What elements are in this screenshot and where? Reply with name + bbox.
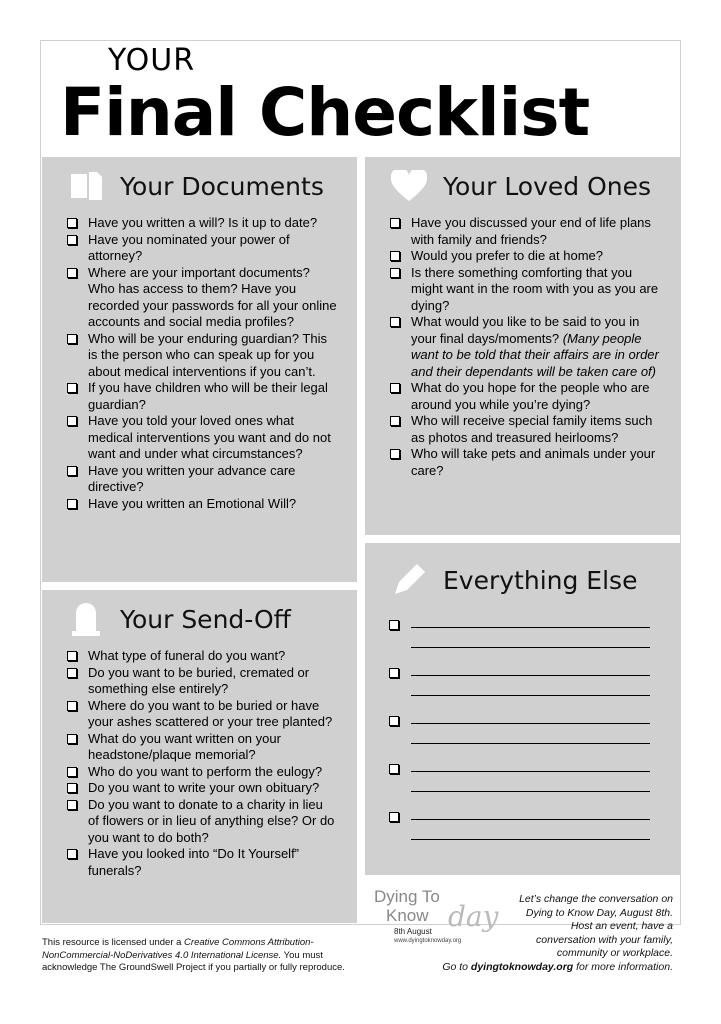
- blank-checklist-item[interactable]: [389, 807, 660, 855]
- checklist-item: [66, 380, 337, 413]
- checklist-item: [66, 648, 337, 665]
- cta-line: conversation with your family,: [536, 933, 673, 946]
- checkbox[interactable]: [390, 317, 400, 327]
- checkbox[interactable]: [67, 235, 77, 245]
- checkbox[interactable]: [67, 499, 77, 509]
- item-text: Do you want to be buried, cremated or something else entirely?: [88, 664, 310, 696]
- item-text: Is there something comforting that you might want in the room with you as you are dying?: [411, 264, 659, 313]
- checkbox[interactable]: [389, 668, 399, 678]
- item-text: Have you discussed your end of life plans with family and friends?: [411, 215, 651, 247]
- item-note: (Many people want to be told that their affairs are in order and their dependants will be taken care of): [411, 330, 659, 379]
- item-text: What do you hope for the people who are around you while you’re dying?: [411, 380, 650, 412]
- checklist-item: [66, 265, 337, 331]
- checkbox[interactable]: [389, 716, 399, 726]
- checklist-item: [389, 413, 660, 446]
- checklist-item: [66, 797, 337, 847]
- checklist-item: [66, 496, 337, 513]
- send-off-heading: Your Send-Off: [120, 604, 291, 634]
- cta-line: Dying to Know Day, August 8th.: [525, 906, 673, 919]
- loved-ones-list: [389, 215, 660, 479]
- checkbox[interactable]: [67, 466, 77, 476]
- checkbox[interactable]: [67, 767, 77, 777]
- item-text: Have you told your loved ones what medical interventions you want and do not want and under what circumstances?: [88, 413, 331, 461]
- checkbox[interactable]: [389, 812, 399, 822]
- loved-ones-heading: Your Loved Ones: [443, 171, 652, 201]
- blank-checklist-item[interactable]: [389, 759, 660, 807]
- loved-ones-panel: [365, 157, 680, 535]
- checklist-item: [66, 665, 337, 698]
- call-to-action: [500, 893, 673, 961]
- checklist-item: [66, 731, 337, 764]
- item-text: Who will take pets and animals under your care?: [411, 446, 656, 478]
- license-prefix: This resource is licensed under a: [42, 937, 185, 948]
- pencil-icon: [389, 562, 429, 598]
- dying-to-know-day-logo: [372, 888, 497, 948]
- license-suffix: You must acknowledge The GroundSwell Project if you partially or fully reproduce.: [42, 949, 345, 973]
- documents-heading: Your Documents: [120, 171, 324, 201]
- item-text: Do you want to donate to a charity in lieu of flowers or in lieu of anything else? Or do you want to do both?: [88, 796, 335, 845]
- checkbox[interactable]: [390, 449, 400, 459]
- item-text: Have you written a will? Is it up to date?: [88, 215, 318, 230]
- checklist-item: [66, 215, 337, 232]
- write-line[interactable]: [411, 743, 650, 744]
- item-text: What would you like to be said to you in your final days/moments?: [411, 314, 640, 346]
- checklist-item: [66, 413, 337, 463]
- item-text: Where are your important documents? Who has access to them? Have you recorded your passwords for all your online accounts and social media profiles?: [88, 264, 337, 329]
- go-suffix: for more information.: [573, 961, 673, 973]
- checklist-item: [66, 463, 337, 496]
- logo-script: day: [448, 900, 499, 933]
- checklist-item: [389, 248, 660, 265]
- blank-checklist-item[interactable]: [389, 663, 660, 711]
- checkbox[interactable]: [390, 383, 400, 393]
- go-prefix: Go to: [442, 961, 471, 973]
- checklist-item: [66, 232, 337, 265]
- write-line[interactable]: [411, 675, 650, 676]
- checklist-item: [389, 265, 660, 315]
- checkbox[interactable]: [67, 383, 77, 393]
- logo-url: www.dyingtoknowday.org: [394, 938, 462, 944]
- heart-icon: [389, 168, 429, 204]
- checkbox[interactable]: [67, 416, 77, 426]
- item-text: If you have children who will be their legal guardian?: [88, 380, 328, 412]
- checkbox[interactable]: [390, 218, 400, 228]
- item-text: Have you looked into “Do It Yourself” funerals?: [88, 846, 300, 878]
- checkbox[interactable]: [67, 668, 77, 678]
- cta-line: community or workplace.: [556, 947, 673, 959]
- checklist-item: [66, 846, 337, 879]
- item-text: Who do you want to perform the eulogy?: [88, 763, 323, 779]
- title-small: YOUR: [108, 43, 196, 78]
- logo-line1: Dying To: [374, 887, 440, 906]
- checklist-item: [389, 380, 660, 413]
- send-off-panel: [42, 590, 357, 923]
- write-line[interactable]: [411, 695, 650, 696]
- checklist-item: [66, 331, 337, 381]
- checklist-item: [66, 764, 337, 781]
- write-line[interactable]: [411, 627, 650, 628]
- checkbox[interactable]: [67, 734, 77, 744]
- license-link[interactable]: Creative Commons Attribution-NonCommercial-NoDerivatives 4.0 International License.: [42, 937, 314, 961]
- logo-line2: Know: [386, 906, 429, 925]
- checkbox[interactable]: [67, 800, 77, 810]
- checklist-item: [389, 446, 660, 479]
- checkbox[interactable]: [67, 334, 77, 344]
- item-text: What do you want written on your headstone/plaque memorial?: [88, 730, 281, 762]
- checkbox[interactable]: [67, 701, 77, 711]
- item-text: Would you prefer to die at home?: [411, 248, 603, 263]
- cta-line: Host an event, have a: [570, 920, 673, 932]
- cta-line: Let’s change the conversation on: [519, 893, 673, 905]
- documents-list: [66, 215, 337, 512]
- checkbox[interactable]: [67, 783, 77, 793]
- checkbox[interactable]: [390, 251, 400, 261]
- blank-checklist-item[interactable]: [389, 711, 660, 759]
- item-text: Where do you want to be buried or have your ashes scattered or your tree planted?: [88, 697, 333, 729]
- checkbox[interactable]: [390, 268, 400, 278]
- logo-date: 8th August: [394, 927, 432, 936]
- item-text: Have you written an Emotional Will?: [88, 495, 297, 511]
- blank-checklist-item[interactable]: [389, 615, 660, 663]
- write-line[interactable]: [411, 723, 650, 724]
- checkbox[interactable]: [67, 268, 77, 278]
- send-off-list: [66, 648, 337, 879]
- checklist-item: [389, 215, 660, 248]
- write-line[interactable]: [411, 647, 650, 648]
- write-line[interactable]: [411, 819, 650, 820]
- checkbox[interactable]: [390, 416, 400, 426]
- checkbox[interactable]: [389, 764, 399, 774]
- write-line[interactable]: [411, 771, 650, 772]
- item-text: Who will receive special family items such as photos and treasured heirlooms?: [411, 413, 653, 445]
- checklist-item: [66, 698, 337, 731]
- item-text: Have you written your advance care directive?: [88, 462, 296, 494]
- checkbox[interactable]: [67, 218, 77, 228]
- everything-else-panel: [365, 543, 680, 875]
- website-link[interactable]: dyingtoknowday.org: [470, 961, 574, 973]
- item-text: What type of funeral do you want?: [88, 648, 286, 663]
- blank-lines-list: [389, 615, 660, 855]
- checklist-item: [66, 780, 337, 797]
- documents-panel: [42, 157, 357, 582]
- checklist-item: [389, 314, 660, 380]
- page-title: Final Checklist: [60, 74, 590, 151]
- everything-else-heading: Everything Else: [443, 565, 638, 595]
- checkbox[interactable]: [67, 849, 77, 859]
- item-text: Who will be your enduring guardian? This is the person who can speak up for you about medical interventions if you can’t.: [88, 330, 327, 379]
- item-text: Do you want to write your own obituary?: [88, 780, 320, 795]
- headstone-icon: [66, 601, 106, 637]
- write-line[interactable]: [411, 791, 650, 792]
- item-text: Have you nominated your power of attorney?: [88, 231, 290, 263]
- checkbox[interactable]: [389, 620, 399, 630]
- write-line[interactable]: [411, 839, 650, 840]
- website-line: [442, 961, 673, 975]
- checkbox[interactable]: [67, 651, 77, 661]
- license-text: [42, 937, 362, 975]
- documents-icon: [66, 168, 106, 204]
